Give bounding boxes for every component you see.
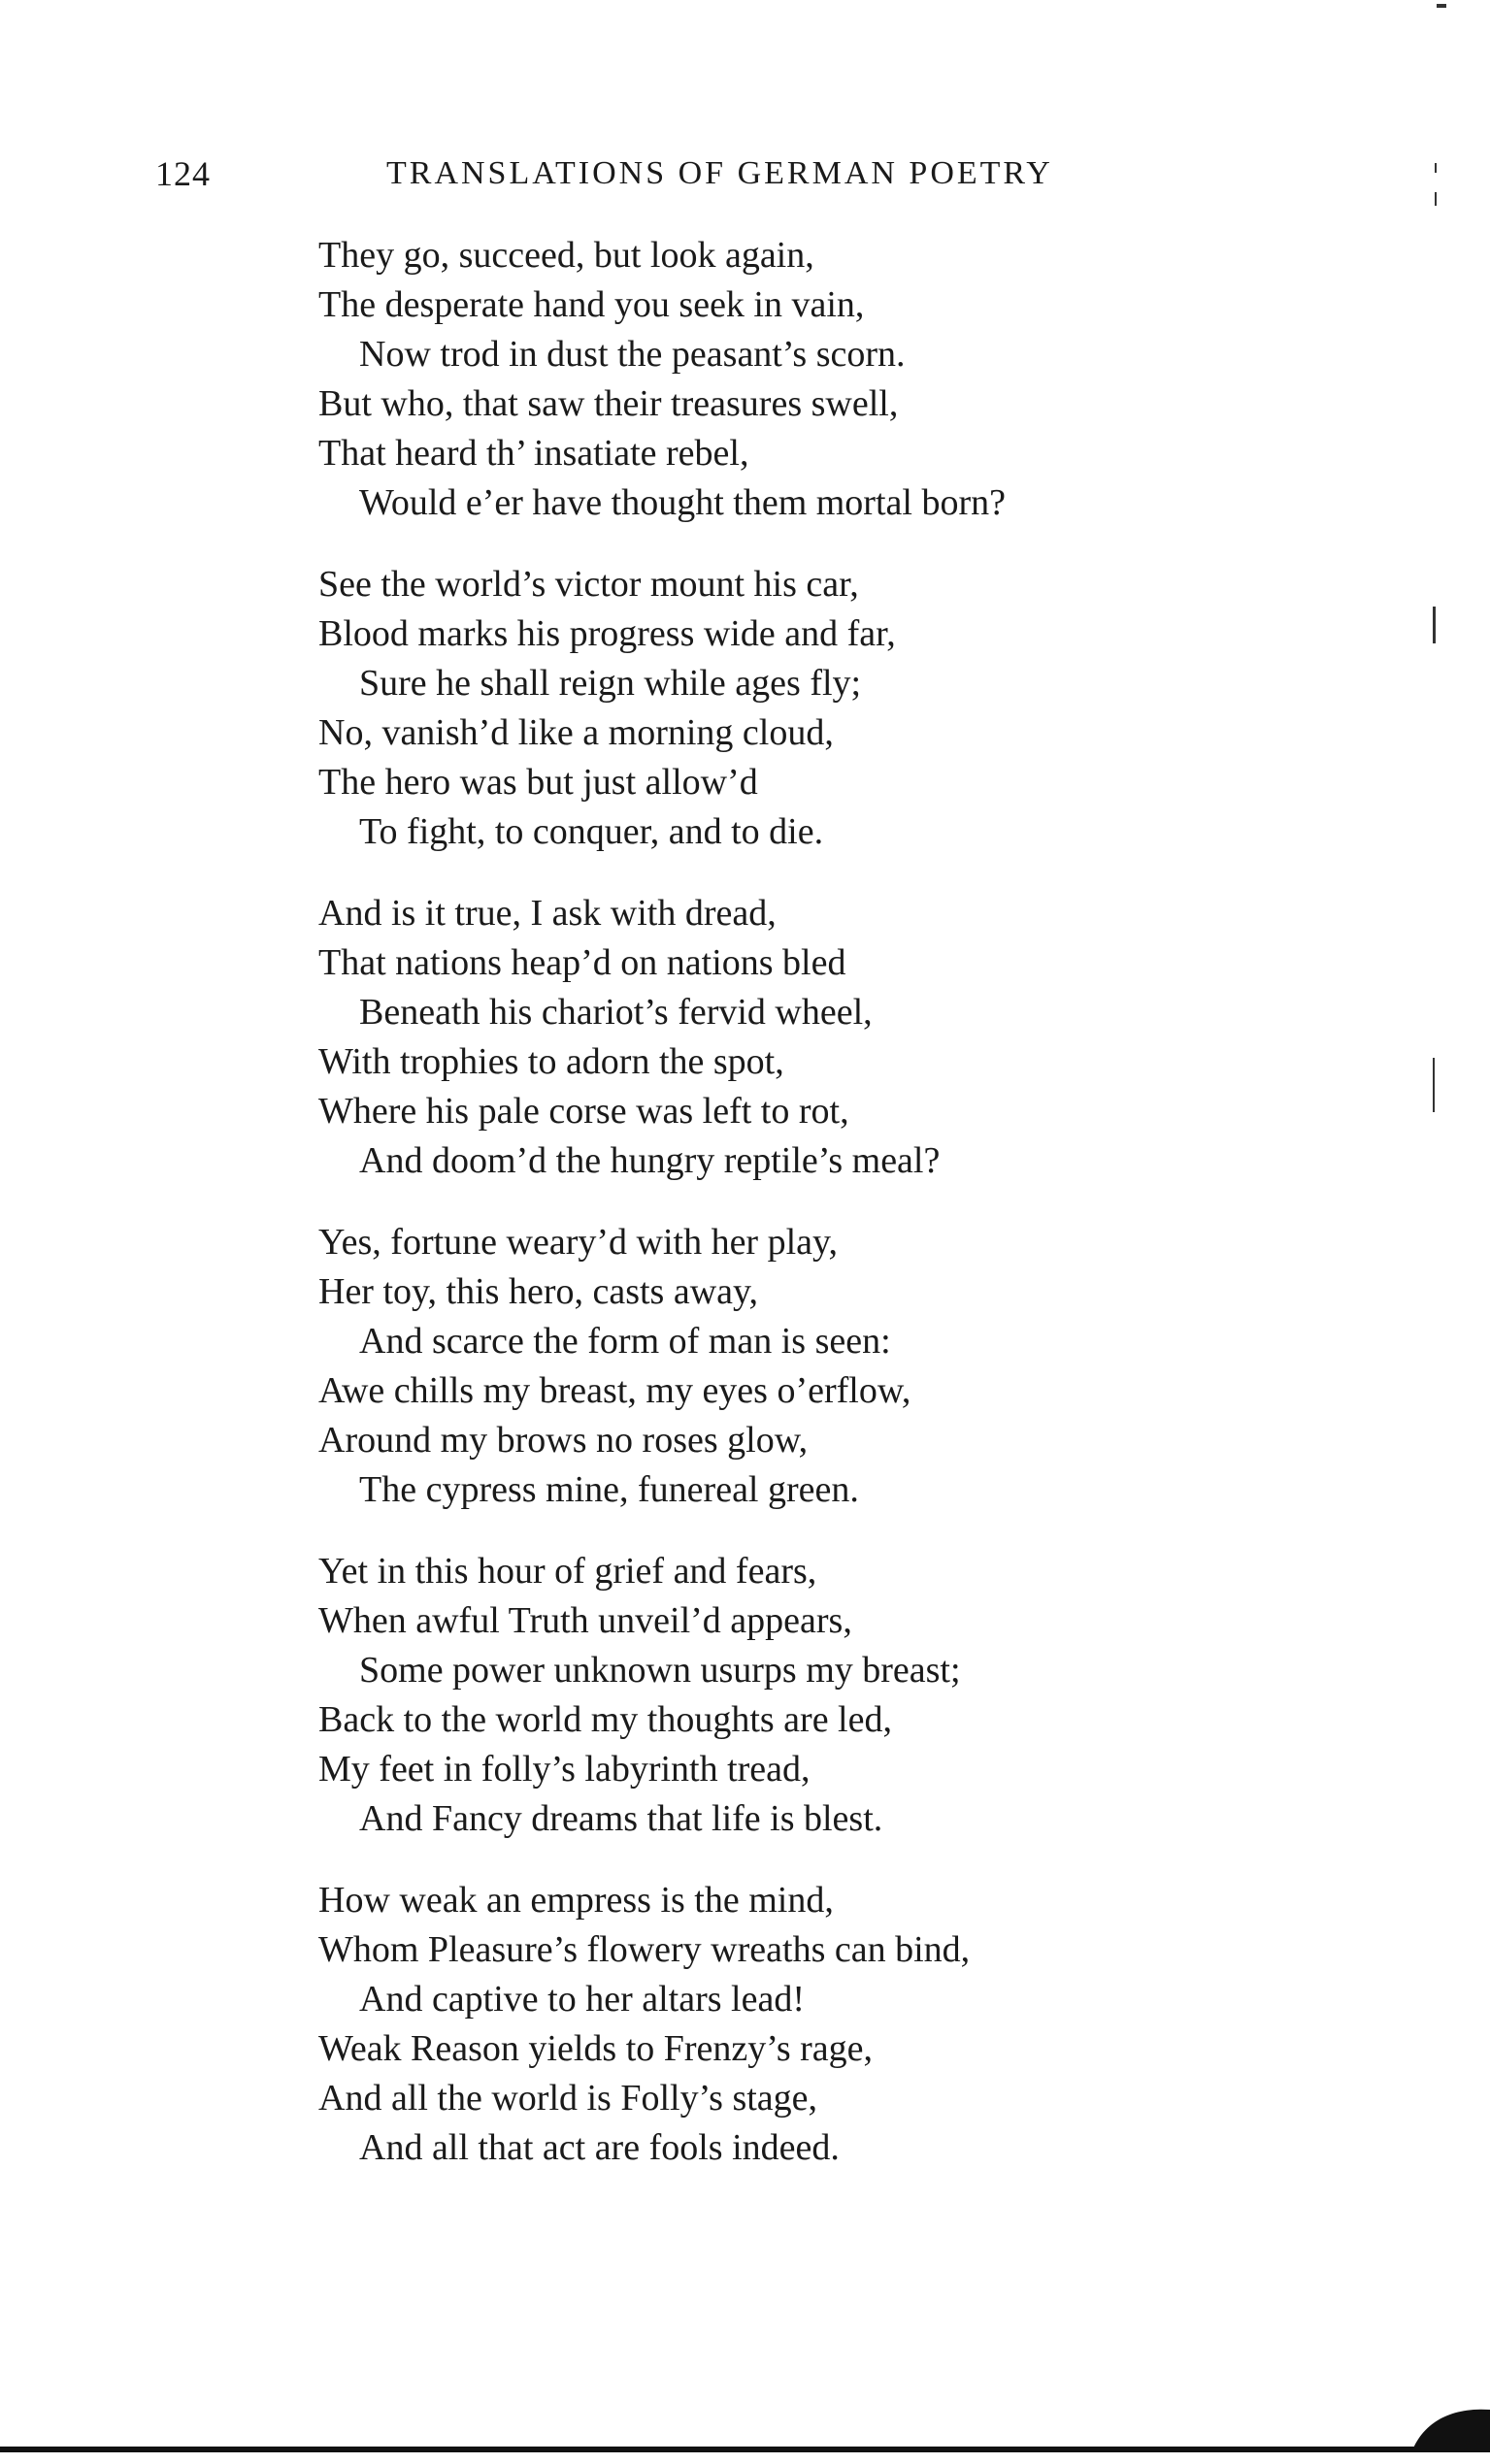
- poem-line: Yes, fortune weary’d with her play,: [318, 1222, 839, 1263]
- poem-line: See the world’s victor mount his car,: [318, 564, 859, 605]
- poem-line: With trophies to adorn the spot,: [318, 1041, 784, 1082]
- stanza: [318, 231, 1192, 528]
- poem-line: And Fancy dreams that life is blest.: [359, 1798, 883, 1839]
- poem-line: My feet in folly’s labyrinth tread,: [318, 1749, 811, 1790]
- margin-mark: [1435, 192, 1437, 206]
- poem-line: That nations heap’d on nations bled: [318, 942, 846, 983]
- poem-line: Awe chills my breast, my eyes o’erflow,: [318, 1370, 911, 1411]
- poem-line: And doom’d the hungry reptile’s meal?: [359, 1140, 941, 1181]
- stanza: [318, 1547, 1192, 1844]
- poem-line: How weak an empress is the mind,: [318, 1880, 834, 1921]
- poem: [318, 231, 1192, 2205]
- poem-line: Beneath his chariot’s fervid wheel,: [359, 992, 873, 1033]
- poem-line: And all the world is Folly’s stage,: [318, 2078, 818, 2119]
- stanza: [318, 889, 1192, 1186]
- poem-line: The hero was but just allow’d: [318, 762, 758, 803]
- poem-line: When awful Truth unveil’d appears,: [318, 1600, 852, 1641]
- margin-mark: [1433, 1058, 1435, 1112]
- stanza: [318, 1876, 1192, 2173]
- poem-line: Some power unknown usurps my breast;: [359, 1650, 961, 1691]
- poem-line: And all that act are fools indeed.: [359, 2127, 840, 2168]
- poem-line: And is it true, I ask with dread,: [318, 893, 777, 934]
- running-head: [155, 153, 1175, 202]
- poem-line: No, vanish’d like a morning cloud,: [318, 712, 834, 753]
- poem-line: Yet in this hour of grief and fears,: [318, 1551, 817, 1592]
- poem-line: Where his pale corse was left to rot,: [318, 1091, 849, 1132]
- poem-line: Blood marks his progress wide and far,: [318, 613, 896, 654]
- poem-line: Back to the world my thoughts are led,: [318, 1699, 892, 1740]
- margin-mark: [1433, 607, 1436, 643]
- poem-line: To fight, to conquer, and to die.: [359, 811, 824, 852]
- corner-mark: [1437, 4, 1446, 8]
- poem-line: The cypress mine, funereal green.: [359, 1469, 859, 1510]
- poem-line: Sure he shall reign while ages fly;: [359, 663, 862, 704]
- poem-line: But who, that saw their treasures swell,: [318, 383, 899, 424]
- poem-line: Weak Reason yields to Frenzy’s rage,: [318, 2028, 874, 2069]
- poem-line: Around my brows no roses glow,: [318, 1420, 809, 1461]
- poem-line: Whom Pleasure’s flowery wreaths can bind,: [318, 1929, 971, 1970]
- poem-line: Her toy, this hero, casts away,: [318, 1271, 759, 1312]
- poem-line: Would e’er have thought them mortal born?: [359, 482, 1006, 523]
- page-corner-shadow: [1403, 2392, 1490, 2450]
- poem-line: Now trod in dust the peasant’s scorn.: [359, 334, 906, 375]
- poem-line: And scarce the form of man is seen:: [359, 1321, 891, 1362]
- poem-line: They go, succeed, but look again,: [318, 235, 814, 276]
- running-title: TRANSLATIONS OF GERMAN POETRY: [386, 155, 1053, 191]
- stanza: [318, 560, 1192, 857]
- page-edge-rule: [0, 2447, 1490, 2452]
- stanza: [318, 1218, 1192, 1515]
- margin-mark: [1435, 163, 1437, 173]
- page-number: 124: [155, 154, 211, 193]
- poem-line: The desperate hand you seek in vain,: [318, 284, 865, 325]
- poem-line: That heard th’ insatiate rebel,: [318, 433, 749, 474]
- poem-line: And captive to her altars lead!: [359, 1979, 805, 2020]
